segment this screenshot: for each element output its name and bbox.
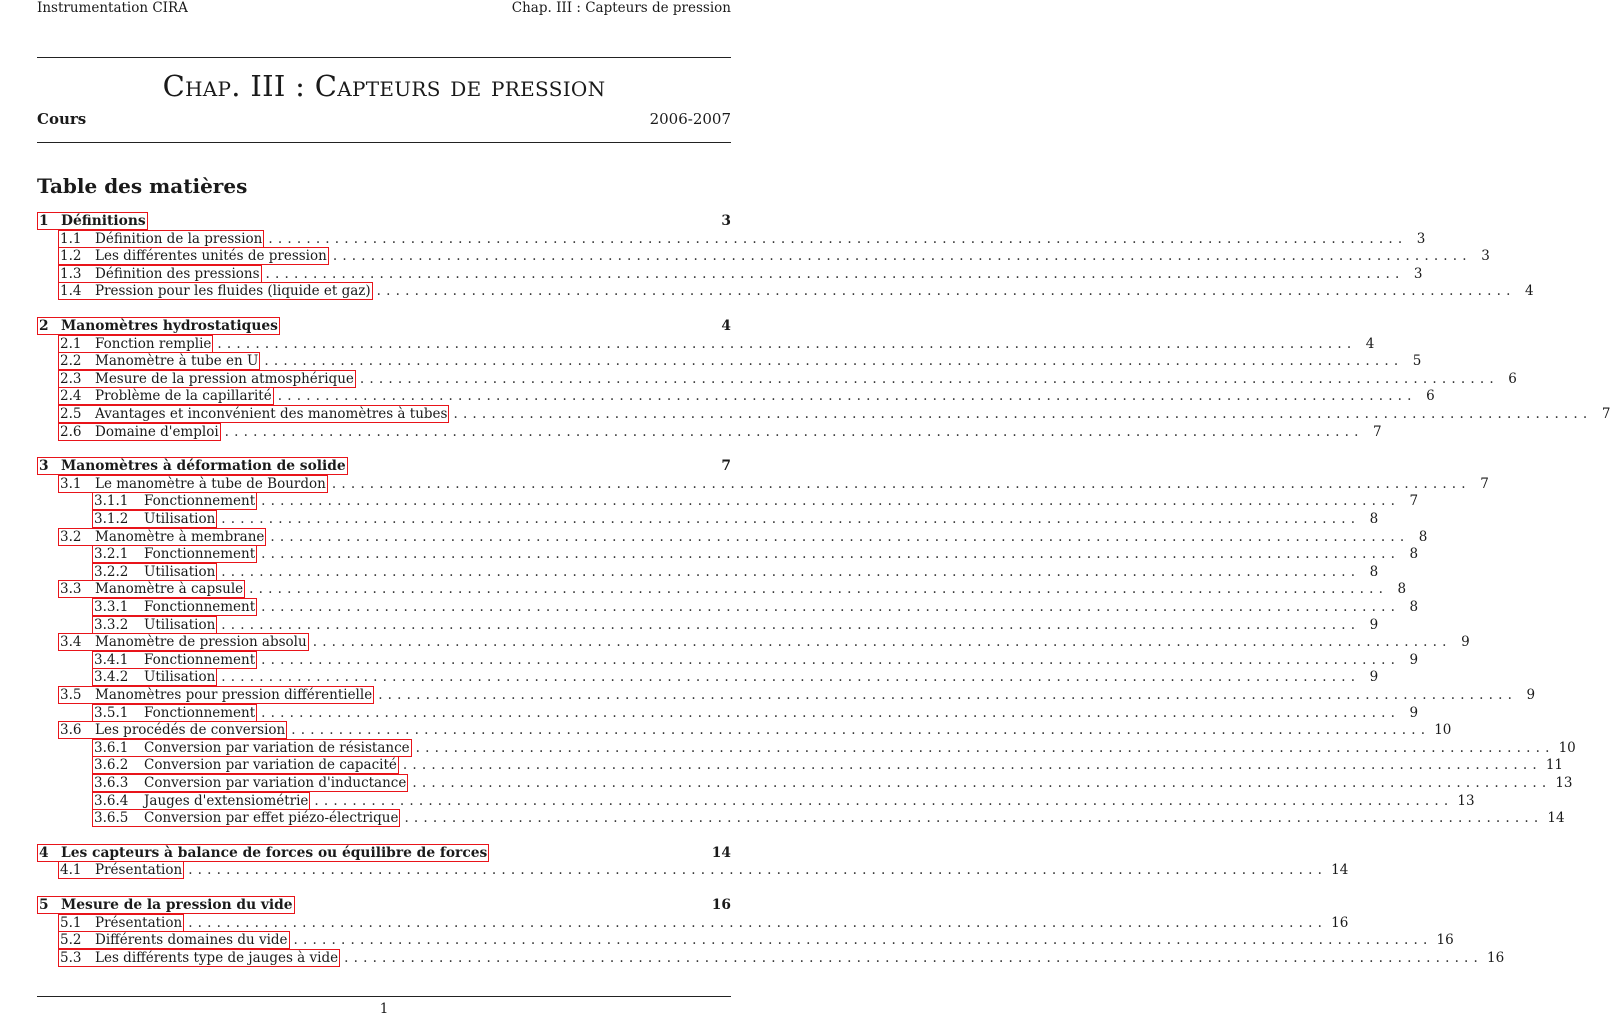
toc-section <box>37 457 731 474</box>
toc-subsubsection <box>92 792 1475 809</box>
toc-entry-label: Jauges d'extensiométrie <box>144 792 309 809</box>
toc-link[interactable] <box>92 774 408 792</box>
toc-entry-number: 3.1 <box>60 475 82 492</box>
toc-entry-number: 2.1 <box>60 335 82 352</box>
toc-entry-number: 1.1 <box>60 230 82 247</box>
footer-rule <box>37 996 731 997</box>
toc-link[interactable] <box>37 317 280 335</box>
toc-entry-number: 3.3.2 <box>94 616 129 633</box>
toc-link[interactable] <box>58 861 184 879</box>
toc-leader-dots: ........................................................................................................................ <box>261 493 1401 510</box>
toc-entry-page: 8 <box>1369 563 1379 580</box>
toc-entry-number: 3.4.2 <box>94 669 129 686</box>
toc-entry-label: Mesure de la pression du vide <box>61 897 293 913</box>
toc-subsubsection <box>92 510 1379 527</box>
toc-entry-label: Utilisation <box>144 616 216 633</box>
toc-leader-dots: ........................................................................................................................ <box>332 248 1472 265</box>
toc-subsection <box>58 282 1534 300</box>
toc-entry-number: 3.3.1 <box>94 599 129 615</box>
toc-entry-number: 3.1.1 <box>94 493 129 510</box>
toc-link[interactable] <box>92 651 257 669</box>
page-number: 1 <box>379 1001 389 1017</box>
toc-entry-number: 3 <box>39 458 49 475</box>
toc-entry-number: 2.3 <box>60 370 82 387</box>
toc-entry-label: Utilisation <box>144 563 216 580</box>
toc-entry-page: 14 <box>1547 810 1565 827</box>
toc-entry-label: Différents domaines du vide <box>95 932 288 949</box>
toc-entry-page: 7 <box>1373 423 1382 440</box>
toc-entry-number: 2.5 <box>60 406 82 422</box>
toc-entry-number: 5.3 <box>60 949 82 966</box>
toc-entry-page: 8 <box>1418 528 1428 545</box>
toc-entry-page: 9 <box>1369 669 1379 686</box>
toc-leader-dots: ........................................................................................................................ <box>261 651 1401 668</box>
toc-entry-page: 9 <box>1526 687 1536 703</box>
title-bottom-rule <box>37 142 731 143</box>
toc-entry-number: 3.6.5 <box>94 810 129 827</box>
toc-entry-label: Les capteurs à balance de forces ou équilibre de forces <box>61 844 488 861</box>
toc-entry-page: 14 <box>711 844 731 861</box>
toc-entry-label: Pression pour les fluides (liquide et gaz) <box>95 283 371 300</box>
toc-link[interactable] <box>58 335 213 353</box>
toc-entry-page: 4 <box>721 318 731 334</box>
toc-link[interactable] <box>92 792 310 810</box>
toc-link[interactable] <box>92 739 412 757</box>
toc-entry-label: Manomètres à déformation de solide <box>61 458 346 475</box>
toc-entry-page: 11 <box>1545 757 1564 774</box>
toc-entry-label: Manomètre à tube en U <box>95 353 259 370</box>
toc-subsubsection <box>92 598 1419 615</box>
toc-leader-dots: ........................................................................................................................ <box>221 669 1361 686</box>
toc-entry-page: 16 <box>1487 949 1505 966</box>
toc-link[interactable] <box>58 282 373 300</box>
toc-subsection <box>58 528 1428 545</box>
toc-leader-dots: ........................................................................................................................ <box>188 862 1328 879</box>
toc-link[interactable] <box>92 809 400 827</box>
toc-entry-label: Conversion par variation d'inductance <box>144 775 407 791</box>
toc-leader-dots: ........................................................................................................................ <box>264 353 1404 370</box>
toc-entry-number: 1.3 <box>60 265 82 282</box>
toc-entry-page: 7 <box>1480 475 1489 492</box>
toc-entry-label: Définition des pressions <box>95 265 260 282</box>
toc-subsubsection <box>92 545 1419 563</box>
toc-leader-dots: ........................................................................................................................ <box>277 388 1417 405</box>
toc-entry-page: 7 <box>721 458 731 475</box>
toc-link[interactable] <box>37 457 348 475</box>
running-header-left: Instrumentation CIRA <box>37 0 188 16</box>
toc-entry-page: 6 <box>1426 388 1435 405</box>
running-header-right: Chap. III : Capteurs de pression <box>511 0 731 16</box>
toc-link[interactable] <box>58 528 266 546</box>
meta-year: 2006-2007 <box>649 110 731 128</box>
toc-entry-page: 8 <box>1409 546 1419 563</box>
toc-link[interactable] <box>58 580 245 598</box>
toc-entry-label: Fonctionnement <box>144 599 256 615</box>
toc-entry-page: 13 <box>1457 792 1475 809</box>
toc-leader-dots: ........................................................................................................................ <box>217 335 1357 352</box>
toc-entry-number: 3.6 <box>60 722 82 739</box>
toc-leader-dots: ........................................................................................................................ <box>270 528 1410 545</box>
toc-entry-page: 16 <box>1331 914 1349 931</box>
toc-entry-number: 5.2 <box>60 932 82 949</box>
toc-leader-dots: ........................................................................................................................ <box>314 792 1454 809</box>
toc-link[interactable] <box>58 230 264 248</box>
toc-leader-dots: ........................................................................................................................ <box>359 370 1499 387</box>
toc-subsubsection <box>92 774 1573 791</box>
toc-entry-label: Présentation <box>95 914 183 931</box>
toc-link[interactable] <box>58 931 290 949</box>
toc-entry-page: 8 <box>1409 599 1419 615</box>
toc-link[interactable] <box>58 686 374 704</box>
toc-subsubsection <box>92 809 1565 827</box>
running-header <box>37 0 731 18</box>
toc-entry-label: Conversion par variation de résistance <box>144 739 410 756</box>
toc-entry-label: Conversion par variation de capacité <box>144 757 397 774</box>
toc-link[interactable] <box>37 844 489 862</box>
toc-link[interactable] <box>37 212 148 230</box>
toc-entry-number: 3.6.3 <box>94 775 129 791</box>
toc-entry-label: Fonctionnement <box>144 651 256 668</box>
toc-entry-label: Les différents type de jauges à vide <box>95 949 339 966</box>
toc-leader-dots: ........................................................................................................................ <box>415 739 1555 756</box>
toc-subsection <box>58 914 1349 931</box>
toc-subsubsection <box>92 651 1419 668</box>
toc-entry-label: Utilisation <box>144 511 216 527</box>
toc-subsection <box>58 370 1517 387</box>
toc-leader-dots: ........................................................................................................................ <box>331 475 1471 492</box>
toc-entry-label: Fonction remplie <box>95 335 212 352</box>
toc-entry-number: 1 <box>39 213 49 229</box>
toc-subsection <box>58 265 1423 282</box>
toc-subsection <box>58 335 1375 352</box>
toc-subsection <box>58 949 1505 966</box>
toc-entry-number: 3.6.1 <box>94 739 129 756</box>
toc-entry-page: 6 <box>1508 370 1517 387</box>
toc-entry-label: Manomètres hydrostatiques <box>61 318 278 334</box>
toc-subsection <box>58 861 1349 879</box>
toc-entry-number: 2 <box>39 318 49 334</box>
toc-subsubsection <box>92 704 1419 721</box>
toc-entry-label: Définitions <box>61 213 146 229</box>
toc-subsection <box>58 247 1490 265</box>
top-rule <box>37 57 731 58</box>
toc-leader-dots: ........................................................................................................................ <box>378 687 1518 703</box>
toc-entry-number: 2.2 <box>60 353 82 370</box>
toc-subsection <box>58 686 1536 703</box>
toc-section <box>37 212 731 229</box>
toc-entry-label: Manomètre à capsule <box>95 581 244 598</box>
toc-subsection <box>58 352 1422 370</box>
toc-entry-page: 9 <box>1369 616 1379 633</box>
meta-type: Cours <box>37 110 87 128</box>
toc-entry-label: Mesure de la pression atmosphérique <box>95 370 354 387</box>
toc-entry-page: 7 <box>1409 493 1419 510</box>
toc-entry-number: 3.5 <box>60 687 82 703</box>
toc-leader-dots: ........................................................................................................................ <box>453 406 1593 422</box>
toc-entry-page: 16 <box>1436 932 1454 949</box>
toc-leader-dots: ........................................................................................................................ <box>261 546 1401 563</box>
toc-link[interactable] <box>58 475 328 493</box>
toc-entry-number: 3.2 <box>60 528 82 545</box>
toc-entry-page: 3 <box>721 213 731 229</box>
toc-link[interactable] <box>92 492 257 510</box>
toc-entry-label: Manomètre à membrane <box>95 528 265 545</box>
toc-link[interactable] <box>58 405 449 423</box>
toc-link[interactable] <box>92 598 257 616</box>
toc-leader-dots: ........................................................................................................................ <box>249 581 1389 598</box>
toc-entry-page: 9 <box>1409 651 1419 668</box>
toc-entry-label: Manomètre de pression absolu <box>95 634 307 651</box>
toc-entry-page: 4 <box>1365 335 1375 352</box>
toc-section <box>37 317 731 334</box>
toc-link[interactable] <box>92 563 217 581</box>
toc-subsubsection <box>92 492 1419 510</box>
toc-entry-number: 4 <box>39 844 49 861</box>
toc-leader-dots: ........................................................................................................................ <box>224 423 1364 440</box>
toc-leader-dots: ........................................................................................................................ <box>188 914 1328 931</box>
toc-link[interactable] <box>92 616 217 634</box>
toc-link[interactable] <box>58 370 356 388</box>
toc-entry-number: 3.2.2 <box>94 563 129 580</box>
toc-leader-dots: ........................................................................................................................ <box>265 265 1405 282</box>
toc-entry-page: 8 <box>1369 511 1379 527</box>
toc-subsection <box>58 405 1610 422</box>
toc-entry-number: 3.2.1 <box>94 546 129 563</box>
toc-entry-label: Manomètres pour pression différentielle <box>95 687 373 703</box>
toc-leader-dots: ........................................................................................................................ <box>402 757 1542 774</box>
toc-entry-page: 9 <box>1461 634 1470 651</box>
toc-entry-page: 3 <box>1416 230 1426 247</box>
toc-entry-number: 2.6 <box>60 423 82 440</box>
toc-leader-dots: ........................................................................................................................ <box>412 775 1552 791</box>
toc-entry-page: 14 <box>1331 862 1349 879</box>
toc-leader-dots: ........................................................................................................................ <box>268 230 1408 247</box>
toc-subsubsection <box>92 616 1379 633</box>
toc-subsection <box>58 931 1454 949</box>
toc-entry-page: 7 <box>1601 406 1610 422</box>
toc-link[interactable] <box>37 896 295 914</box>
toc-entry-label: Définition de la pression <box>95 230 263 247</box>
toc-leader-dots: ........................................................................................................................ <box>221 616 1361 633</box>
toc-entry-page: 3 <box>1413 265 1423 282</box>
toc-entry-label: Avantages et inconvénient des manomètres à tubes <box>95 406 448 422</box>
toc-link[interactable] <box>92 704 257 722</box>
toc-entry-number: 3.4 <box>60 634 82 651</box>
toc-link[interactable] <box>92 545 257 563</box>
toc-heading: Table des matières <box>37 174 248 198</box>
toc-entry-number: 5.1 <box>60 914 82 931</box>
toc-leader-dots: ........................................................................................................................ <box>293 932 1433 949</box>
toc-entry-page: 4 <box>1525 283 1534 300</box>
toc-subsection <box>58 423 1382 440</box>
toc-subsection <box>58 387 1435 405</box>
toc-leader-dots: ........................................................................................................................ <box>221 563 1361 580</box>
document-meta <box>37 110 731 128</box>
toc-entry-label: Domaine d'emploi <box>95 423 219 440</box>
toc-subsection <box>58 475 1489 492</box>
toc-link[interactable] <box>58 423 221 441</box>
toc-link[interactable] <box>58 265 262 283</box>
toc-subsection <box>58 580 1407 598</box>
toc-entry-label: Fonctionnement <box>144 546 256 563</box>
toc-entry-number: 1.2 <box>60 248 82 265</box>
toc-entry-page: 10 <box>1558 739 1576 756</box>
toc-subsection <box>58 230 1426 247</box>
toc-entry-label: Conversion par effet piézo-électrique <box>144 810 399 827</box>
toc-entry-number: 3.4.1 <box>94 651 129 668</box>
toc-link[interactable] <box>92 668 217 686</box>
toc-link[interactable] <box>92 756 399 774</box>
toc-entry-number: 3.3 <box>60 581 82 598</box>
toc-subsubsection <box>92 756 1564 774</box>
toc-subsection <box>58 633 1470 651</box>
toc-entry-label: Les procédés de conversion <box>95 722 286 739</box>
toc-leader-dots: ........................................................................................................................ <box>261 599 1401 615</box>
toc-link[interactable] <box>92 510 217 528</box>
toc-leader-dots: ........................................................................................................................ <box>261 704 1401 721</box>
toc-leader-dots: ........................................................................................................................ <box>221 511 1361 527</box>
toc-entry-number: 2.4 <box>60 388 82 405</box>
toc-link[interactable] <box>58 387 274 405</box>
toc-section <box>37 844 731 861</box>
toc-section <box>37 896 731 913</box>
toc-entry-page: 13 <box>1555 775 1573 791</box>
toc-link[interactable] <box>58 914 184 932</box>
toc-entry-label: Les différentes unités de pression <box>95 248 327 265</box>
toc-entry-page: 8 <box>1397 581 1407 598</box>
toc-entry-label: Utilisation <box>144 669 216 686</box>
toc-entry-page: 16 <box>711 897 731 913</box>
toc-leader-dots: ........................................................................................................................ <box>344 949 1484 966</box>
toc-entry-number: 1.4 <box>60 283 82 300</box>
toc-subsubsection <box>92 563 1379 580</box>
toc-entry-number: 5 <box>39 897 49 913</box>
toc-link[interactable] <box>58 949 340 967</box>
toc-leader-dots: ........................................................................................................................ <box>291 722 1431 739</box>
toc-entry-number: 3.5.1 <box>94 704 129 721</box>
toc-entry-label: Présentation <box>95 862 183 879</box>
toc-entry-number: 3.6.4 <box>94 792 129 809</box>
toc-leader-dots: ........................................................................................................................ <box>312 634 1452 651</box>
toc-entry-label: Fonctionnement <box>144 493 256 510</box>
toc-link[interactable] <box>58 247 329 265</box>
toc-subsubsection <box>92 668 1379 686</box>
toc-entry-page: 10 <box>1434 722 1452 739</box>
toc-entry-page: 5 <box>1412 353 1422 370</box>
toc-subsection <box>58 721 1452 739</box>
toc-entry-label: Le manomètre à tube de Bourdon <box>95 475 326 492</box>
toc-leader-dots: ........................................................................................................................ <box>376 283 1516 300</box>
toc-entry-page: 9 <box>1409 704 1419 721</box>
toc-link[interactable] <box>58 352 260 370</box>
toc-entry-number: 3.1.2 <box>94 511 129 527</box>
toc-link[interactable] <box>58 633 309 651</box>
toc-entry-label: Fonctionnement <box>144 704 256 721</box>
document-title: Chap. III : Capteurs de pression <box>162 69 606 103</box>
toc-entry-number: 3.6.2 <box>94 757 129 774</box>
toc-entry-number: 4.1 <box>60 862 82 879</box>
toc-link[interactable] <box>58 721 287 739</box>
toc-leader-dots: ........................................................................................................................ <box>404 810 1544 827</box>
toc-subsubsection <box>92 739 1576 756</box>
toc-entry-label: Problème de la capillarité <box>95 388 272 405</box>
toc-entry-page: 3 <box>1481 248 1490 265</box>
